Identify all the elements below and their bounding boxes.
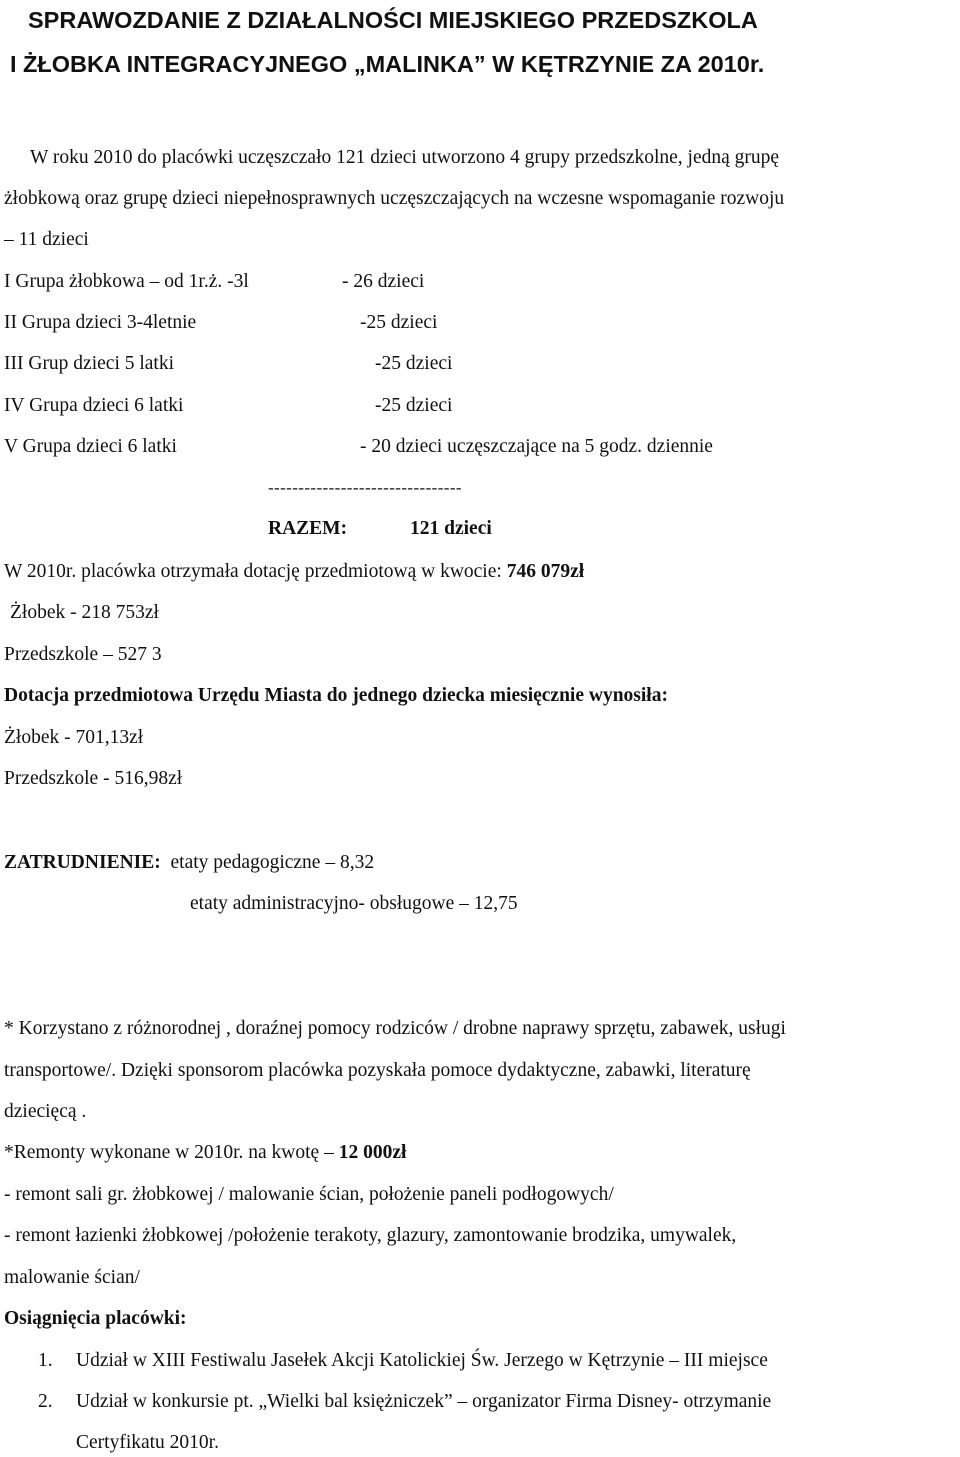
achievement-1-number: 1. [38, 1350, 53, 1371]
report-title-line-1: SPRAWOZDANIE Z DZIAŁALNOŚCI MIEJSKIEGO PRZEDSZKOLA [28, 7, 758, 33]
repairs-amount: 12 000zł [338, 1142, 407, 1163]
employment-label: ZATRUDNIENIE: [4, 852, 161, 873]
group-5-count: - 20 dzieci uczęszczające na 5 godz. dziennie [360, 436, 713, 457]
group-2-name: II Grupa dzieci 3-4letnie [4, 312, 197, 333]
report-title-line-2: I ŻŁOBKA INTEGRACYJNEGO „MALINKA” W KĘTRZYNIE ZA 2010r. [10, 51, 765, 77]
subsidy-amount: 746 079zł [506, 561, 585, 582]
per-child-nursery: Żłobek - 701,13zł [4, 727, 144, 748]
repairs-item-2-line-1: - remont łazienki żłobkowej /położenie terakoty, glazury, zamontowanie brodzika, umywalek, [4, 1225, 737, 1246]
achievements-heading: Osiągnięcia placówki: [4, 1308, 187, 1329]
group-4-count: -25 dzieci [375, 395, 453, 416]
group-1-count: - 26 dzieci [342, 271, 425, 292]
subsidy-nursery: Żłobek - 218 753zł [10, 602, 159, 623]
group-5-name: V Grupa dzieci 6 latki [4, 436, 177, 457]
group-4-name: IV Grupa dzieci 6 latki [4, 395, 184, 416]
repairs-item-1: - remont sali gr. żłobkowej / malowanie ścian, położenie paneli podłogowych/ [4, 1184, 614, 1205]
help-line-3: dziecięcą . [4, 1101, 87, 1122]
subsidy-line [4, 560, 584, 584]
repairs-item-2-line-2: malowanie ścian/ [4, 1267, 140, 1288]
achievement-2-text-line-1: Udział w konkursie pt. „Wielki bal księżniczek” – organizator Firma Disney- otrzymanie [76, 1391, 772, 1412]
total-value: 121 dzieci [410, 518, 492, 539]
repairs-intro: *Remonty wykonane w 2010r. na kwotę – [4, 1142, 339, 1163]
employment-line-1 [4, 851, 374, 875]
employment-admin: etaty administracyjno- obsługowe – 12,75 [190, 893, 518, 914]
group-3-name: III Grup dzieci 5 latki [4, 353, 175, 374]
group-3-count: -25 dzieci [375, 353, 453, 374]
intro-line-1: W roku 2010 do placówki uczęszczało 121 dzieci utworzono 4 grupy przedszkolne, jedną grupę [30, 147, 780, 168]
subsidy-preschool: Przedszkole – 527 3 [4, 644, 162, 665]
intro-line-3: – 11 dzieci [4, 229, 89, 250]
employment-teaching: etaty pedagogiczne – 8,32 [170, 852, 375, 873]
per-child-heading: Dotacja przedmiotowa Urzędu Miasta do jednego dziecka miesięcznie wynosiła: [4, 685, 668, 706]
achievement-1-text: Udział w XIII Festiwalu Jasełek Akcji Katolickiej Św. Jerzego w Kętrzynie – III miejsce [76, 1350, 768, 1371]
intro-line-2: żłobkową oraz grupę dzieci niepełnosprawnych uczęszczających na wczesne wspomaganie rozwoju [4, 188, 785, 209]
achievement-2-text-line-2: Certyfikatu 2010r. [76, 1432, 219, 1453]
separator-line: -------------------------------- [268, 478, 462, 497]
help-line-1: * Korzystano z różnorodnej , doraźnej pomocy rodziców / drobne naprawy sprzętu, zabawek, usługi [4, 1018, 786, 1039]
total-label: RAZEM: [268, 518, 348, 539]
per-child-preschool: Przedszkole - 516,98zł [4, 768, 183, 789]
group-2-count: -25 dzieci [360, 312, 438, 333]
repairs-line [4, 1141, 406, 1165]
achievement-2-number: 2. [38, 1391, 53, 1412]
subsidy-intro: W 2010r. placówka otrzymała dotację przedmiotową w kwocie: [4, 561, 507, 582]
help-line-2: transportowe/. Dzięki sponsorom placówka pozyskała pomoce dydaktyczne, zabawki, literaturę [4, 1060, 751, 1081]
group-1-name: I Grupa żłobkowa – od 1r.ż. -3l [4, 271, 249, 292]
